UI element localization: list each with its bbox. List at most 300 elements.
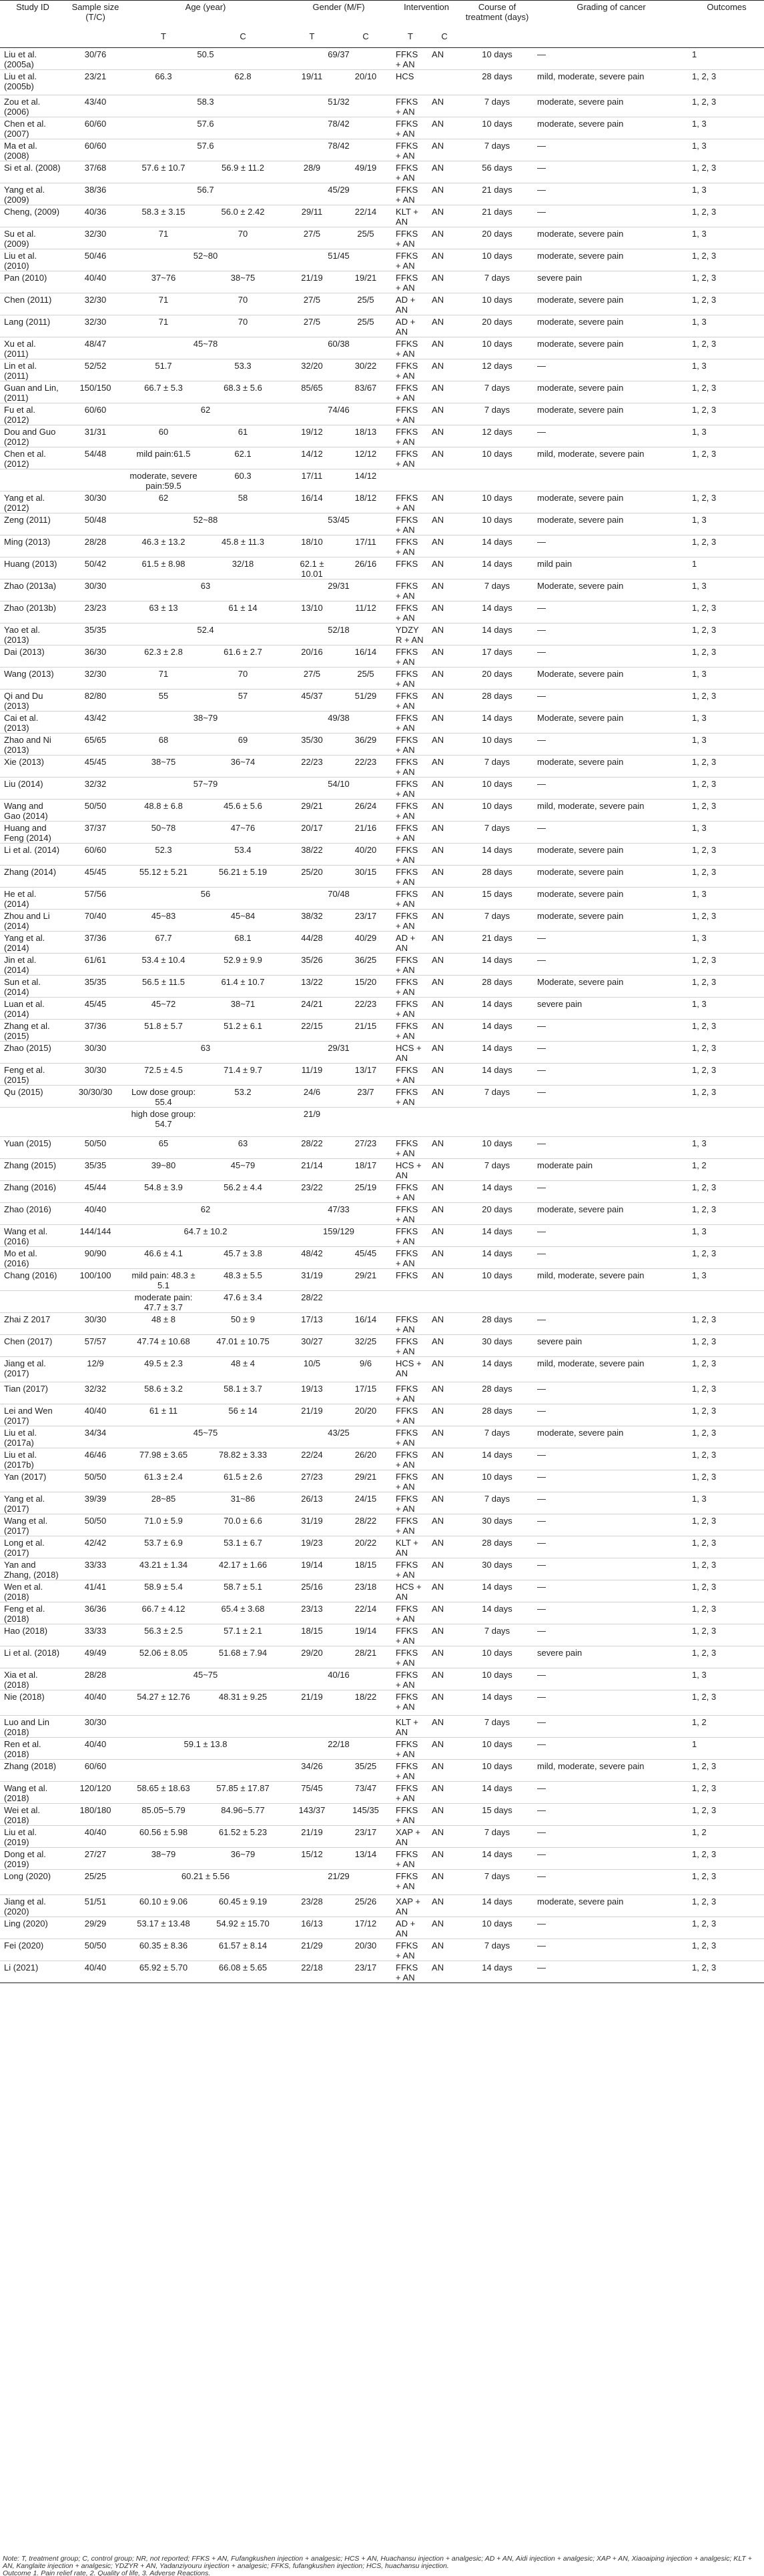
cell-gender-t: 18/10	[301, 537, 323, 547]
cell-age-c: 61	[238, 427, 248, 437]
cell-study-id	[0, 1291, 64, 1313]
cell-gender-c: 17/12	[354, 1918, 377, 1928]
table-row	[0, 1826, 764, 1848]
cell-study-id: Chen (2011)	[4, 295, 52, 305]
cell-intervention-t: FFKS + AN	[396, 1428, 418, 1448]
cell-grading: moderate, severe pain	[537, 757, 624, 767]
cell-age-c: 65.4 ± 3.68	[221, 1604, 265, 1614]
table-row	[0, 623, 764, 646]
cell-sample-size: 60/60	[84, 405, 107, 415]
cell-gender-c: 29/21	[354, 1472, 377, 1482]
cell-sample-size: 40/40	[84, 1692, 107, 1702]
cell-course: 7 days	[484, 1428, 510, 1438]
cell-age-t: 48.8 ± 6.8	[144, 801, 183, 811]
cell-age-t: 68	[158, 735, 169, 745]
cell-course: 30 days	[482, 1560, 512, 1570]
cell-intervention-t: FFKS + AN	[396, 1406, 418, 1426]
cell-intervention-c: AN	[432, 757, 444, 767]
cell-gender-t: 44/28	[301, 933, 323, 943]
cell-gender-t: 62.1 ± 10.01	[300, 559, 324, 579]
cell-outcomes: 1, 2, 3	[692, 1087, 717, 1097]
cell-course: 10 days	[482, 339, 512, 349]
cell-intervention-t: FFKS + AN	[396, 1963, 418, 1983]
cell-study-id: Lin et al. (2011)	[4, 361, 37, 381]
cell-study-id: Liu et al. (2005a)	[4, 49, 37, 69]
header-intervention: Intervention	[404, 2, 449, 12]
cell-gender: 43/25	[328, 1428, 350, 1438]
cell-grading	[533, 1291, 688, 1313]
cell-intervention-t: FFKS + AN	[396, 867, 418, 887]
cell-gender-c	[338, 1108, 392, 1137]
cell-age-c: 53.4	[234, 845, 252, 855]
outcome-note: Outcome 1. Pain relief rate, 2. Quality of life, 3. Adverse Reactions.	[3, 2569, 211, 2576]
cell-outcomes: 1, 2, 3	[692, 405, 717, 415]
cell-gender-c: 29/21	[354, 1270, 377, 1280]
cell-sample-size: 50/50	[84, 1472, 107, 1482]
cell-age-t: 50~78	[151, 823, 176, 833]
cell-study-id: Feng et al. (2015)	[4, 1065, 45, 1085]
cell-gender-t: 27/5	[303, 229, 321, 239]
table-row	[0, 1042, 764, 1064]
cell-gender-t: 27/5	[303, 669, 321, 679]
cell-course: 14 days	[482, 1043, 512, 1053]
cell-grading: mild, moderate, severe pain	[537, 1358, 645, 1368]
cell-gender-t: 21/19	[301, 273, 323, 283]
cell-outcomes: 1	[692, 1739, 697, 1749]
header-sample-size: Sample size (T/C)	[71, 2, 119, 22]
cell-outcomes: 1, 2, 3	[692, 71, 717, 81]
cell-grading: moderate, severe pain	[537, 339, 624, 349]
cell-gender-c: 25/19	[354, 1182, 377, 1192]
cell-age-t: 67.7	[155, 933, 172, 943]
cell-gender-c: 23/7	[357, 1087, 374, 1097]
cell-intervention-c: AN	[432, 625, 444, 635]
cell-intervention-t: FFKS + AN	[396, 185, 418, 205]
table-row	[0, 1804, 764, 1826]
cell-intervention-t: FFKS + AN	[396, 845, 418, 865]
cell-outcomes: 1, 2, 3	[692, 1472, 717, 1482]
table-row	[0, 1848, 764, 1870]
cell-intervention-c: AN	[432, 955, 444, 965]
cell-gender-c: 36/29	[354, 735, 377, 745]
cell-intervention-c: AN	[432, 1560, 444, 1570]
cell-age-t: 56.5 ± 11.5	[142, 977, 185, 987]
cell-age-c: 50 ± 9	[230, 1314, 256, 1324]
cell-outcomes: 1, 2, 3	[692, 867, 717, 877]
cell-course: 28 days	[482, 1406, 512, 1416]
cell-sample-size: 50/46	[84, 251, 107, 261]
cell-gender-c: 51/29	[354, 691, 377, 701]
table-row	[0, 117, 764, 139]
cell-sample-size: 46/46	[84, 1450, 107, 1460]
table-row	[0, 1426, 764, 1448]
cell-intervention-c: AN	[432, 1538, 444, 1548]
cell-grading: —	[537, 691, 546, 701]
cell-intervention-c: AN	[432, 1516, 444, 1526]
table-row	[0, 1961, 764, 1983]
table-row	[0, 1357, 764, 1382]
cell-grading: moderate, severe pain	[537, 911, 624, 921]
cell-gender-t: 28/22	[301, 1138, 323, 1148]
cell-study-id: Ren et al. (2018)	[4, 1739, 41, 1759]
cell-grading: moderate, severe pain	[537, 97, 624, 107]
cell-intervention-c: AN	[432, 163, 444, 173]
cell-age: 45~75	[193, 1670, 218, 1680]
cell-sample-size: 45/45	[84, 867, 107, 877]
cell-age-t: 65	[158, 1138, 169, 1148]
cell-outcomes: 1, 3	[692, 933, 707, 943]
cell-grading: —	[537, 1494, 546, 1504]
cell-course	[460, 1108, 533, 1137]
cell-intervention-c: AN	[432, 1182, 444, 1192]
cell-grading: —	[537, 955, 546, 965]
cell-intervention-c: AN	[432, 1849, 444, 1859]
cell-study-id: Li (2021)	[4, 1963, 39, 1973]
cell-grading: —	[537, 1871, 546, 1881]
cell-gender-c: 26/24	[354, 801, 377, 811]
cell-gender-c: 22/23	[354, 999, 377, 1009]
cell-age-c: 70	[238, 317, 248, 327]
cell-intervention-c: AN	[432, 1384, 444, 1394]
cell-grading: moderate, severe pain	[537, 845, 624, 855]
cell-intervention-t: FFKS + AN	[396, 1472, 418, 1492]
cell-outcomes: 1, 2, 3	[692, 1538, 717, 1548]
cell-age-t: 63 ± 13	[149, 603, 178, 613]
cell-sample-size: 48/47	[84, 339, 107, 349]
cell-age-c: 60.45 ± 9.19	[218, 1896, 268, 1906]
cell-sample-size: 50/50	[84, 1941, 107, 1951]
cell-intervention-t: FFKS + AN	[396, 713, 418, 733]
cell-gender-c: 15/20	[354, 977, 377, 987]
cell-sample-size: 57/57	[84, 1336, 107, 1346]
cell-outcomes: 1, 2, 3	[692, 691, 717, 701]
cell-intervention-t: FFKS + AN	[396, 1783, 418, 1803]
cell-intervention-c: AN	[432, 1494, 444, 1504]
cell-grading: mild pain	[537, 559, 572, 569]
cell-age-t: Low dose group: 55.4	[131, 1087, 196, 1107]
cell-gender-c: 23/17	[354, 911, 377, 921]
table-row	[0, 1335, 764, 1357]
cell-gender-c: 22/23	[354, 757, 377, 767]
table-row	[0, 535, 764, 557]
cell-age: 57~79	[193, 779, 218, 789]
cell-study-id: Luo and Lin (2018)	[4, 1717, 49, 1737]
cell-course: 14 days	[482, 559, 512, 569]
cell-intervention-t: FFKS + AN	[396, 1204, 418, 1224]
cell-intervention-c: AN	[432, 1270, 444, 1280]
cell-gender-c: 20/30	[354, 1941, 377, 1951]
cell-sample-size: 60/60	[84, 119, 107, 129]
cell-gender: 22/18	[328, 1739, 350, 1749]
cell-sample-size: 28/28	[84, 1670, 107, 1680]
cell-grading: —	[537, 735, 546, 745]
cell-course	[460, 469, 533, 491]
cell-outcomes: 1	[692, 559, 697, 569]
table-row	[0, 1020, 764, 1042]
cell-gender-c: 25/26	[354, 1896, 377, 1906]
cell-age-c: 60.3	[234, 471, 252, 481]
cell-course: 14 days	[482, 1604, 512, 1614]
cell-study-id: Liu et al. (2019)	[4, 1827, 37, 1847]
cell-age-c: 70	[238, 669, 248, 679]
cell-gender: 78/42	[328, 141, 350, 151]
cell-outcomes: 1, 2, 3	[692, 339, 717, 349]
cell-course: 10 days	[482, 1670, 512, 1680]
cell-sample-size: 40/40	[84, 1963, 107, 1973]
cell-outcomes: 1, 2, 3	[692, 977, 717, 987]
cell-outcomes: 1, 2, 3	[692, 1849, 717, 1859]
cell-intervention-t: FFKS + AN	[396, 757, 418, 777]
cell-intervention-t: FFKS + AN	[396, 1648, 418, 1668]
cell-course: 14 days	[482, 1248, 512, 1258]
cell-sample-size: 32/30	[84, 229, 107, 239]
cell-outcomes: 1, 2, 3	[692, 1871, 717, 1881]
table-row	[0, 1536, 764, 1558]
cell-age-c: 53.2	[234, 1087, 252, 1097]
table-row	[0, 1203, 764, 1225]
cell-course: 10 days	[482, 251, 512, 261]
cell-gender-c: 35/25	[354, 1761, 377, 1771]
cell-course: 10 days	[482, 1472, 512, 1482]
cell-sample-size: 25/25	[84, 1871, 107, 1881]
cell-sample-size: 61/61	[84, 955, 107, 965]
cell-grading: severe pain	[537, 1648, 583, 1658]
table-row	[0, 403, 764, 425]
cell-study-id: Qu (2015)	[4, 1087, 43, 1097]
cell-course: 7 days	[484, 1717, 510, 1727]
cell-sample-size: 32/32	[84, 1384, 107, 1394]
cell-intervention-c: AN	[432, 1226, 444, 1236]
cell-intervention-c: AN	[432, 339, 444, 349]
cell-intervention-t: FFKS + AN	[396, 581, 418, 601]
cell-sample-size: 29/29	[84, 1918, 107, 1928]
cell-study-id: Wang et al. (2016)	[4, 1226, 48, 1246]
cell-outcomes: 1, 2, 3	[692, 97, 717, 107]
cell-study-id: Chen (2017)	[4, 1336, 53, 1346]
cell-study-id: Xu et al. (2011)	[4, 339, 36, 359]
cell-outcomes: 1, 2, 3	[692, 1450, 717, 1460]
cell-age-t: 60.56 ± 5.98	[139, 1827, 188, 1837]
cell-intervention-c: AN	[432, 1827, 444, 1837]
cell-age-c: 56.9 ± 11.2	[222, 163, 264, 173]
cell-sample-size: 30/30	[84, 1043, 107, 1053]
cell-study-id: Chang (2016)	[4, 1270, 57, 1280]
cell-age-t: moderate, severe pain:59.5	[129, 471, 198, 491]
cell-age-c: 63	[238, 1138, 248, 1148]
cell-age-c: 61.4 ± 10.7	[221, 977, 265, 987]
cell-intervention-t: FFKS + AN	[396, 1761, 418, 1781]
cell-intervention-t: FFKS + AN	[396, 537, 418, 557]
cell-gender-c: 13/14	[354, 1849, 377, 1859]
cell-sample-size: 40/40	[84, 1739, 107, 1749]
cell-outcomes: 1, 2, 3	[692, 1516, 717, 1526]
cell-age-t: 58.65 ± 18.63	[137, 1783, 190, 1793]
cell-study-id: Yang et al. (2009)	[4, 185, 45, 205]
cell-sample-size: 35/35	[84, 977, 107, 987]
cell-course: 20 days	[482, 669, 512, 679]
cell-intervention-t: FFKS + AN	[396, 97, 418, 117]
cell-grading: severe pain	[537, 999, 583, 1009]
cell-outcomes: 1, 3	[692, 1494, 707, 1504]
cell-age-t: 51.7	[155, 361, 172, 371]
cell-study-id: Dong et al. (2019)	[4, 1849, 46, 1869]
cell-intervention-c: AN	[432, 449, 444, 459]
cell-study-id: Xia et al. (2018)	[4, 1670, 38, 1690]
cell-grading: —	[537, 1406, 546, 1416]
cell-study-id: Jiang et al. (2017)	[4, 1358, 46, 1378]
cell-study-id: Yang et al. (2017)	[4, 1494, 45, 1514]
table-row	[0, 998, 764, 1020]
cell-gender-t: 20/16	[301, 647, 323, 657]
cell-age-t: 58.6 ± 3.2	[144, 1384, 183, 1394]
cell-sample-size: 60/60	[84, 1761, 107, 1771]
cell-sample-size: 32/32	[84, 779, 107, 789]
cell-grading: —	[537, 49, 546, 59]
cell-sample-size: 40/40	[84, 1406, 107, 1416]
cell-grading: —	[537, 1472, 546, 1482]
cell-age-c: 78.82 ± 3.33	[218, 1450, 268, 1460]
cell-course: 7 days	[484, 405, 510, 415]
cell-gender-t: 13/10	[301, 603, 323, 613]
cell-age-c: 38~75	[230, 273, 256, 283]
cell-gender-t: 21/19	[301, 1692, 323, 1702]
cell-sample-size: 30/30	[84, 1314, 107, 1324]
cell-outcomes: 1, 2, 3	[692, 1336, 717, 1346]
cell-grading: —	[537, 1384, 546, 1394]
cell-age-t: 60	[158, 427, 169, 437]
cell-study-id: Liu et al. (2005b)	[4, 71, 37, 91]
table-row	[0, 1939, 764, 1961]
cell-grading: —	[537, 163, 546, 173]
cell-sample-size: 40/40	[84, 273, 107, 283]
cell-course: 12 days	[482, 427, 512, 437]
cell-intervention-t: FFKS + AN	[396, 735, 418, 755]
cell-intervention-c: AN	[432, 405, 444, 415]
table-row	[0, 1895, 764, 1917]
cell-gender-c: 22/14	[354, 1604, 377, 1614]
cell-age-c: 68.1	[234, 933, 252, 943]
cell-gender-t: 35/30	[301, 735, 323, 745]
cell-age: 45~75	[193, 1428, 218, 1438]
cell-sample-size: 31/31	[84, 427, 107, 437]
cell-study-id: Nie (2018)	[4, 1692, 45, 1702]
cell-study-id: Yan (2017)	[4, 1472, 47, 1482]
cell-intervention-t: HCS + AN	[396, 1160, 422, 1180]
cell-age-t: 45~83	[151, 911, 176, 921]
table-row	[0, 249, 764, 271]
cell-sample-size	[64, 1291, 125, 1313]
cell-course: 14 days	[482, 1450, 512, 1460]
cell-intervention-c: AN	[432, 185, 444, 195]
cell-study-id: Wei et al. (2018)	[4, 1805, 40, 1825]
cell-sample-size: 43/40	[84, 97, 107, 107]
cell-gender-t: 21/14	[301, 1160, 323, 1170]
cell-sample-size: 51/51	[84, 1896, 107, 1906]
cell-course: 14 days	[482, 1896, 512, 1906]
cell-gender-t: 23/13	[301, 1604, 323, 1614]
cell-intervention-c: AN	[432, 1248, 444, 1258]
cell-intervention-c: AN	[432, 1138, 444, 1148]
cell-gender-c: 18/17	[354, 1160, 377, 1170]
table-row	[0, 227, 764, 249]
cell-intervention-t: FFKS + AN	[396, 779, 418, 799]
cell-age-t: 53.4 ± 10.4	[141, 955, 185, 965]
cell-gender: 159/129	[323, 1226, 355, 1236]
cell-outcomes: 1, 2, 3	[692, 1043, 717, 1053]
cell-outcomes: 1, 2, 3	[692, 207, 717, 217]
cell-sample-size: 30/30	[84, 493, 107, 503]
table-row	[0, 1247, 764, 1269]
cell-intervention-c: AN	[432, 1406, 444, 1416]
cell-grading: severe pain	[537, 1336, 583, 1346]
cell-grading: moderate, severe pain	[537, 1428, 624, 1438]
cell-gender-t: 85/65	[301, 383, 323, 393]
cell-gender-c: 18/22	[354, 1692, 377, 1702]
cell-age-c: 51.68 ± 7.94	[218, 1648, 268, 1658]
cell-course: 14 days	[482, 1182, 512, 1192]
cell-sample-size: 32/30	[84, 295, 107, 305]
cell-gender-c: 16/14	[354, 1314, 377, 1324]
cell-study-id: Huang (2013)	[4, 559, 57, 569]
table-row	[0, 293, 764, 315]
cell-age-c: 53.3	[234, 361, 252, 371]
cell-age-c: 56.21 ± 5.19	[218, 867, 268, 877]
cell-study-id: Yuan (2015)	[4, 1138, 51, 1148]
cell-intervention-c: AN	[432, 383, 444, 393]
cell-sample-size: 37/36	[84, 1021, 107, 1031]
cell-grading: moderate, severe pain	[537, 867, 624, 877]
cell-study-id: Li et al. (2018)	[4, 1648, 60, 1658]
cell-age-c: 51.2 ± 6.1	[224, 1021, 262, 1031]
cell-sample-size: 70/40	[84, 911, 107, 921]
cell-age-t: 53.17 ± 13.48	[137, 1918, 190, 1928]
cell-gender-c: 145/35	[352, 1805, 379, 1815]
cell-sample-size: 28/28	[84, 537, 107, 547]
cell-study-id: Zhao (2013a)	[4, 581, 57, 591]
cell-study-id: Ming (2013)	[4, 537, 51, 547]
table-row	[0, 734, 764, 756]
cell-gender-t: 14/12	[301, 449, 323, 459]
cell-course: 21 days	[482, 185, 512, 195]
cell-study-id: Su et al. (2009)	[4, 229, 36, 249]
cell-outcomes: 1, 2, 3	[692, 383, 717, 393]
table-row	[0, 910, 764, 932]
cell-intervention-c: AN	[432, 911, 444, 921]
table-row	[0, 70, 764, 95]
cell-course: 10 days	[482, 779, 512, 789]
cell-study-id: Lei and Wen (2017)	[4, 1406, 53, 1426]
cell-gender-c: 40/29	[354, 933, 377, 943]
cell-gender-t: 18/15	[301, 1626, 323, 1636]
cell-gender-c: 14/12	[354, 471, 377, 481]
cell-intervention-t: FFKS + AN	[396, 1670, 418, 1690]
cell-age-c: 45~79	[230, 1160, 256, 1170]
cell-gender-c: 25/5	[357, 317, 374, 327]
cell-outcomes: 1, 3	[692, 669, 707, 679]
cell-gender-c	[338, 1716, 392, 1738]
cell-course: 7 days	[484, 823, 510, 833]
cell-grading: —	[537, 1963, 546, 1973]
cell-age-t: 60.35 ± 8.36	[139, 1941, 188, 1951]
cell-study-id: Tian (2017)	[4, 1384, 48, 1394]
cell-age: 62	[200, 1204, 211, 1214]
cell-grading: —	[537, 1516, 546, 1526]
cell-gender-t: 19/11	[301, 71, 323, 81]
table-notes	[3, 2555, 762, 2576]
table-row	[0, 1782, 764, 1804]
cell-course: 7 days	[484, 757, 510, 767]
cell-age-c: 58.7 ± 5.1	[224, 1582, 262, 1592]
